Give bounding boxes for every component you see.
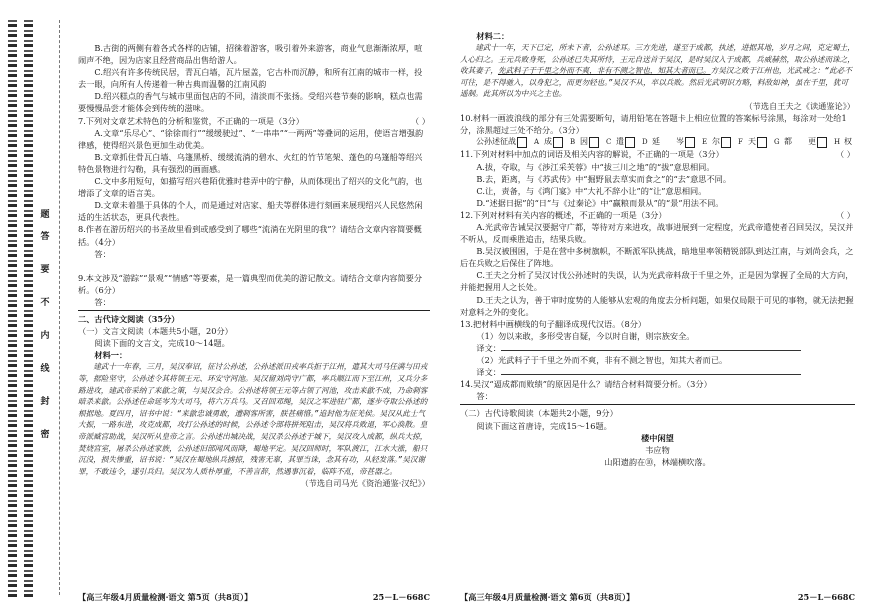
q13-part-2: （2）光武料子于千里之外而不爽，非有不测之智也，知其大者而已。 <box>476 355 728 366</box>
q11-option-c: C.让，责备，与《鸿门宴》中“大礼不辞小让”的“让”意思相同。 <box>476 185 707 196</box>
break-box[interactable]: G <box>757 137 767 148</box>
q14-answer-label: 答： <box>476 391 493 402</box>
q10-break-options: 公孙述征战 A 成 B 因 C 遣 D 延 岑 E 尔 F 天 G 都 更 H 权 <box>476 137 852 147</box>
q8-answer-label: 答： <box>94 248 111 259</box>
poem-line: 山阳遗韵在⑩，林端横吹落。 <box>604 456 711 467</box>
decorative-border <box>8 18 17 597</box>
question-10: 10.材料一画波浪线的部分有三处需要断句，请用铅笔在答题卡上相应位置的答案标号涂黑，每涂对一处给1分，涂黑超过三处不给分。（3分） <box>460 113 847 136</box>
q12-option-d: D.王夫之认为，善于审时度势的人能够从宏观的角度去分析问题，如果仅局限于可见的事物，就无法把握对意料之外的变化。 <box>460 294 854 317</box>
q13-part-1: （1）勿以来敢，多形受害自疑，今以时自谢，则宗族安全。 <box>476 330 695 341</box>
material-1-text: 建武十一年春，三月，吴汉奉诏，征讨公孙述，公孙述派田戎率兵拒于江州，遣其大司马任满与田戎等，据险坚守，公孙述令其将领王元、环安守河池。吴汉留刘尚守广都，率兵顺江而下至江州，又兵分多路进攻，建武帝采纳了来歙之策，与吴汉会合。公孙述将领王元等占领了河池，攻击来歙不成，乃命刺客暗杀来歙。公孙述任命延岑为大司马，将六万兵马。又召回邓绳，吴汉之军进驻广都，逐步夺取公孙述的根据地。夏四月，诏书中说：“来歙忠诚勇敢，遭刺客所害，朕甚痛惜。”追封他为征羌侯。吴汉从此士气大振，一路东进，攻克成都，攻打公孙述的时候，公孙述令部将拼死阻击，吴汉将兵败退，军心涣散。皇帝派臧宫助战，吴汉听从皇帝之言。公孙述出城决战，吴汉杀公孙述于城下，吴汉攻入成都，纵兵大掠，焚烧宫室，屠杀公孙述家族，公孙述旧部闻风而降，蜀地平定。吴汉回师时，军队渡江，江水大涨，船只沉没，损失惨重，诏书说：“吴汉在蜀地纵兵掳掠，残害无辜，其罪当诛，念其有功，从轻发落。”吴汉谢罪，不敢违令，遂引兵归。吴汉为人质朴厚重，不善言辞，然遇事沉着，临阵不乱，帝甚器之。 <box>78 362 428 476</box>
subsection-2-heading: （二）古代诗歌阅读（本题共2小题，9分） <box>460 408 618 419</box>
q12-option-b: B.吴汉被围困，于是在营中多树旗帜，不断派军队挑战，暗地里率领精锐部队到达江南，与刘尚会兵，之后在兵败之后保住了阵地。 <box>460 246 854 269</box>
underlined-sentence: 先武料子于千里之外而不爽，非有不测之智也，知其大者而已。 <box>497 66 711 76</box>
cut-line <box>59 20 60 595</box>
q12-option-c: C.王夫之分析了吴汉讨伐公孙述时的失误，认为光武帝料敌于千里之外，正是因为掌握了全局的大方向，并能把握用人之长处。 <box>460 270 854 293</box>
break-box[interactable]: C <box>589 137 599 148</box>
footer-code: 25－L－668C <box>797 592 855 602</box>
break-box[interactable]: H <box>817 137 827 148</box>
question-14: 14.吴汉“逼成都而败绩”的原因是什么？请结合材料简要分析。（3分） <box>460 379 712 390</box>
subsection-1-heading: （一）文言文阅读（本题共5小题，20分） <box>78 326 233 337</box>
question-13: 13.把材料中画横线的句子翻译成现代汉语。（8分） <box>460 318 647 329</box>
break-box[interactable]: A <box>517 137 527 148</box>
question-8: 8.作者在游历绍兴的书圣故里看到或感受到了哪些“流淌在光阴里的我”？请结合文章内容简要概括。（4分） <box>78 224 422 247</box>
seal-line-label: 题 答 要 不 内 线 封 密 <box>40 210 50 440</box>
divider <box>78 310 430 311</box>
poem-title: 楼中闲望 <box>641 432 674 443</box>
question-11: 11.下列对材料中加点的词语及相关内容的解说，不正确的一项是（3分） （ ） <box>460 149 855 160</box>
page-5 <box>78 42 430 489</box>
footer-code: 25－L－668C <box>372 592 430 602</box>
q11-option-d: D.“述据日据”的“日”与《过秦论》中“赢粮而景从”的“景”用法不同。 <box>476 197 724 208</box>
material-1-label: 材料一： <box>94 350 128 361</box>
option-d: D.绍兴糕点的香气与城市里面包店的不同，清淡而不张扬。受绍兴巷节奏的影响，糕点也需要慢慢品尝才能体会到传统的滋味。 <box>78 91 423 114</box>
q13-1-answer: 译文： <box>460 342 855 354</box>
question-9: 9.本文涉及“游踪”“景观”“情感”等要素，是一篇典型而优美的游记散文。请结合文章内容简要分析。（6分） <box>78 272 423 295</box>
q12-option-a: A.光武帝告诫吴汉要据守广都，等待对方来进攻，战事进展到一定程度，光武帝遣使者召回吴汉，吴汉并不听从，反而乘胜追击，结果兵败。 <box>460 222 854 245</box>
q7-option-c: C.文中多用短句，如描写绍兴巷陌优雅时巷弄中的宁静，从而体现出了绍兴的文化气韵，也增添了文章的语言美。 <box>78 176 423 199</box>
divider <box>460 404 855 405</box>
poem-author: 韦应物 <box>645 444 670 455</box>
break-box[interactable]: B <box>553 137 563 148</box>
binding-margin <box>0 0 62 615</box>
source-1: （节选自司马光《资治通鉴·汉纪》） <box>300 478 430 489</box>
option-b: B.古街的两侧有着各式各样的店铺，招徕着游客，吸引着外来游客，商业气息渐渐浓厚，喧闹声不绝，因为店家且经营商品出售给游人。 <box>78 43 423 66</box>
question-12: 12.下列对材料有关内容的概述，不正确的一项是（3分） （ ） <box>460 209 855 220</box>
q11-option-a: A.拔，夺取，与《涉江采芙蓉》中“拔三川之地”的“拔”意思相同。 <box>476 161 715 172</box>
footer-page-6 <box>460 592 855 603</box>
break-box[interactable]: E <box>685 137 695 148</box>
material-2-text: 建武十一年，天下已定，所未下者，公孙述耳。三方先进，遂至于成都，执述，进据其地，岁月之间，克定蜀土，人心归之。王元兵败身死，公孙述已失其所恃，王元自送首于吴汉，是时吴汉入于成都，兵威赫然，取公孙述而诛之，收其妻子，先武料子于千里之外而不爽，非有不测之智也，知其大者而已。方吴汉之败于江州也，光武戒之：“此必不可往，是不得驰入，以身犯之，而更勿轻也。”吴汉不从，卒以兵败。然后光武明识方略，料敌如神，虽在千里，犹可遥制。此其所以为中兴之主也。 <box>460 43 855 99</box>
q9-answer-label: 答： <box>94 296 111 307</box>
q7-option-d: D.文章未着墨于具体的个人，而是通过对店家、船夫等群体进行刻画来展现绍兴人民悠然闲适的生活状态，更具代表性。 <box>78 200 423 223</box>
footer-title: 【高三年级4月质量检测·语文 第5页（共8页）】 <box>78 592 253 602</box>
page-6 <box>460 30 855 468</box>
decorative-border <box>24 18 33 597</box>
instruction: 阅读下面的文言文，完成10～14题。 <box>94 338 230 349</box>
q13-2-answer: 译文： <box>460 366 855 378</box>
question-7: 7.下列对文章艺术特色的分析和鉴赏，不正确的一项是（3分） （ ） <box>78 115 430 126</box>
q7-option-b: B.文章抓住骨瓦白墙、乌篷黑桥、缓缓流淌的碧水、火红的竹节笔架、蓬色的乌篷船等绍兴特色景物进行勾勒，具有强烈的画面感。 <box>78 151 423 174</box>
source-2: （节选自王夫之《读通鉴论》） <box>744 101 855 112</box>
break-box[interactable]: F <box>721 137 731 148</box>
q11-option-b: B.去，距离，与《苏武传》中“掘野鼠去草实而食之”的“去”意思不同。 <box>476 173 732 184</box>
material-2-label: 材料二： <box>476 31 510 41</box>
option-c: C.绍兴有许多传统民居，青瓦白墙，瓦片屋盖，它古朴而沉静，和所有江南的城市一样，投去一眼，向所有人传递着一种古典而温馨的江南风韵 <box>78 67 423 90</box>
instruction-2: 阅读下面这首唐诗，完成15～16题。 <box>476 420 612 431</box>
section-2-heading: 二、古代诗文阅读（35分） <box>78 313 180 324</box>
footer-title: 【高三年级4月质量检测·语文 第6页（共8页）】 <box>460 592 635 602</box>
break-box[interactable]: D <box>625 137 635 148</box>
footer-page-5 <box>78 592 430 603</box>
q7-option-a: A.文章“乐尽心”、“徐徐而行”“缓缓驶过”、“一串串”“一两两”等叠词的运用，使语言增强韵律感，使得绍兴景色更加生动优美。 <box>78 127 424 150</box>
